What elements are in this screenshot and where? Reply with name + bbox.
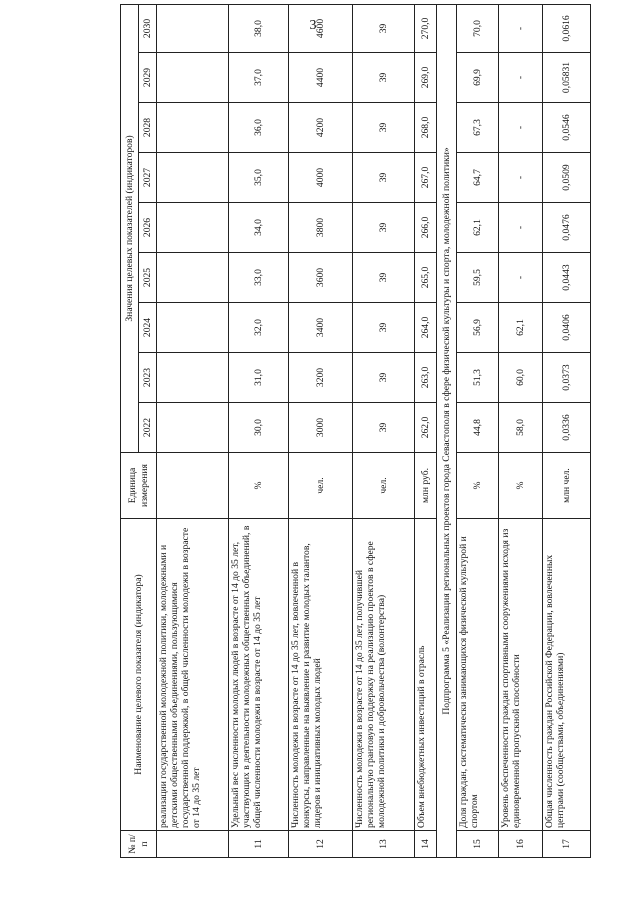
- value-cell: 30,0: [229, 403, 289, 453]
- value-cell: [157, 253, 229, 303]
- value-cell: [157, 153, 229, 203]
- header-year: 2029: [139, 53, 157, 103]
- value-cell: [157, 4, 229, 52]
- row-number: 17: [543, 831, 591, 858]
- value-cell: 0,0406: [543, 303, 591, 353]
- table-row: [289, 4, 353, 857]
- value-cell: 265,0: [415, 253, 437, 303]
- value-cell: [157, 53, 229, 103]
- indicator-name: Численность молодежи в возрасте от 14 до 35 лет, вовлеченной в конкурсы, направленные на выявление и развитие молодых талантов, лидеров и инициативных молодых людей: [289, 519, 353, 831]
- header-year: 2030: [139, 4, 157, 52]
- value-cell: 39: [353, 153, 415, 203]
- table-body: [157, 4, 591, 857]
- value-cell: 59,5: [457, 253, 499, 303]
- table-row: [415, 4, 437, 857]
- header-year: 2022: [139, 403, 157, 453]
- value-cell: 64,7: [457, 153, 499, 203]
- indicator-name: реализации государственной молодежной политики, молодежными и детскими общественными объединениями, пользующимися государственной поддержкой, в общей численности молодежи в возрасте от 14 до 35 лет: [157, 519, 229, 831]
- value-cell: 3600: [289, 253, 353, 303]
- value-cell: -: [499, 253, 543, 303]
- value-cell: 38,0: [229, 4, 289, 52]
- value-cell: [157, 203, 229, 253]
- row-number: 15: [457, 831, 499, 858]
- table-row: [229, 4, 289, 857]
- table-row: [353, 4, 415, 857]
- value-cell: 4600: [289, 4, 353, 52]
- page-number: 3: [309, 18, 317, 33]
- value-cell: 34,0: [229, 203, 289, 253]
- indicator-name: Объем внебюджетных инвестиций в отрасль: [415, 519, 437, 831]
- value-cell: 39: [353, 403, 415, 453]
- value-cell: -: [499, 103, 543, 153]
- header-year: 2028: [139, 103, 157, 153]
- value-cell: 39: [353, 103, 415, 153]
- unit-cell: %: [499, 453, 543, 519]
- value-cell: 0,0509: [543, 153, 591, 203]
- unit-cell: %: [457, 453, 499, 519]
- value-cell: 3400: [289, 303, 353, 353]
- value-cell: 4400: [289, 53, 353, 103]
- unit-cell: млн чел.: [543, 453, 591, 519]
- header-values: Значения целевых показателей (индикаторов): [121, 4, 139, 452]
- value-cell: 51,3: [457, 353, 499, 403]
- value-cell: 263,0: [415, 353, 437, 403]
- value-cell: [157, 303, 229, 353]
- value-cell: 44,8: [457, 403, 499, 453]
- value-cell: 3800: [289, 203, 353, 253]
- row-number: 11: [229, 831, 289, 858]
- indicator-name: Общая численность граждан Российской Федерации, вовлеченных центрами (сообществами, объединениями): [543, 519, 591, 831]
- subprogram-row: [437, 4, 457, 857]
- value-cell: 39: [353, 203, 415, 253]
- value-cell: 0,0546: [543, 103, 591, 153]
- value-cell: -: [499, 203, 543, 253]
- row-number: 14: [415, 831, 437, 858]
- unit-cell: чел.: [289, 453, 353, 519]
- table-row: [157, 4, 229, 857]
- unit-cell: %: [229, 453, 289, 519]
- value-cell: 264,0: [415, 303, 437, 353]
- indicator-name: Численность молодежи в возрасте от 14 до 35 лет, получившей региональную грантовую поддержку на реализацию проектов в сфере молодежной политики и добровольчества (волонтерства): [353, 519, 415, 831]
- header-num: № п/п: [121, 831, 157, 858]
- header-year: 2027: [139, 153, 157, 203]
- value-cell: [157, 353, 229, 403]
- value-cell: 3200: [289, 353, 353, 403]
- value-cell: 67,3: [457, 103, 499, 153]
- subprogram-title: Подпрограмма 5 «Реализация региональных проектов города Севастополя в сфере физической культуры и спорта, молодежной политики»: [437, 4, 457, 857]
- header-unit: Единица измерения: [121, 453, 157, 519]
- indicator-name: Удельный вес численности молодых людей в возрасте от 14 до 35 лет, участвующих в деятельности молодежных общественных объединений, в общей численности молодежи в возрасте от 14 до 35 лет: [229, 519, 289, 831]
- header-year: 2025: [139, 253, 157, 303]
- value-cell: [157, 103, 229, 153]
- value-cell: 4200: [289, 103, 353, 153]
- value-cell: 39: [353, 53, 415, 103]
- table-row: [457, 4, 499, 857]
- value-cell: 0,0616: [543, 4, 591, 52]
- value-cell: 62,1: [499, 303, 543, 353]
- value-cell: 270,0: [415, 4, 437, 52]
- row-number: 16: [499, 831, 543, 858]
- rotated-table-sheet: [120, 15, 585, 858]
- value-cell: -: [499, 153, 543, 203]
- value-cell: 62,1: [457, 203, 499, 253]
- value-cell: 36,0: [229, 103, 289, 153]
- row-number: 12: [289, 831, 353, 858]
- value-cell: 262,0: [415, 403, 437, 453]
- row-number: 13: [353, 831, 415, 858]
- value-cell: 32,0: [229, 303, 289, 353]
- unit-cell: млн руб.: [415, 453, 437, 519]
- value-cell: 4000: [289, 153, 353, 203]
- value-cell: 0,0476: [543, 203, 591, 253]
- indicator-name: Доля граждан, систематически занимающихся физической культурой и спортом: [457, 519, 499, 831]
- value-cell: 70,0: [457, 4, 499, 52]
- value-cell: 0,0443: [543, 253, 591, 303]
- value-cell: 58,0: [499, 403, 543, 453]
- unit-cell: чел.: [353, 453, 415, 519]
- value-cell: 0,0336: [543, 403, 591, 453]
- header-name: Наименование целевого показателя (индикатора): [121, 519, 157, 831]
- value-cell: 3000: [289, 403, 353, 453]
- value-cell: 269,0: [415, 53, 437, 103]
- value-cell: 37,0: [229, 53, 289, 103]
- header-year: 2023: [139, 353, 157, 403]
- value-cell: 267,0: [415, 153, 437, 203]
- unit-cell: [157, 453, 229, 519]
- value-cell: 39: [353, 353, 415, 403]
- indicator-table: [120, 4, 591, 858]
- table-row: [543, 4, 591, 857]
- value-cell: 268,0: [415, 103, 437, 153]
- value-cell: [157, 403, 229, 453]
- value-cell: 33,0: [229, 253, 289, 303]
- value-cell: 39: [353, 4, 415, 52]
- row-number: [157, 831, 229, 858]
- value-cell: -: [499, 53, 543, 103]
- header-year: 2024: [139, 303, 157, 353]
- table-row: [499, 4, 543, 857]
- value-cell: 69,9: [457, 53, 499, 103]
- value-cell: 39: [353, 253, 415, 303]
- value-cell: -: [499, 4, 543, 52]
- value-cell: 35,0: [229, 153, 289, 203]
- value-cell: 0,0373: [543, 353, 591, 403]
- value-cell: 39: [353, 303, 415, 353]
- value-cell: 56,9: [457, 303, 499, 353]
- value-cell: 60,0: [499, 353, 543, 403]
- value-cell: 31,0: [229, 353, 289, 403]
- value-cell: 0,05831: [543, 53, 591, 103]
- value-cell: 266,0: [415, 203, 437, 253]
- header-year: 2026: [139, 203, 157, 253]
- indicator-name: Уровень обеспеченности граждан спортивными сооружениями исходя из единовременной пропускной способности: [499, 519, 543, 831]
